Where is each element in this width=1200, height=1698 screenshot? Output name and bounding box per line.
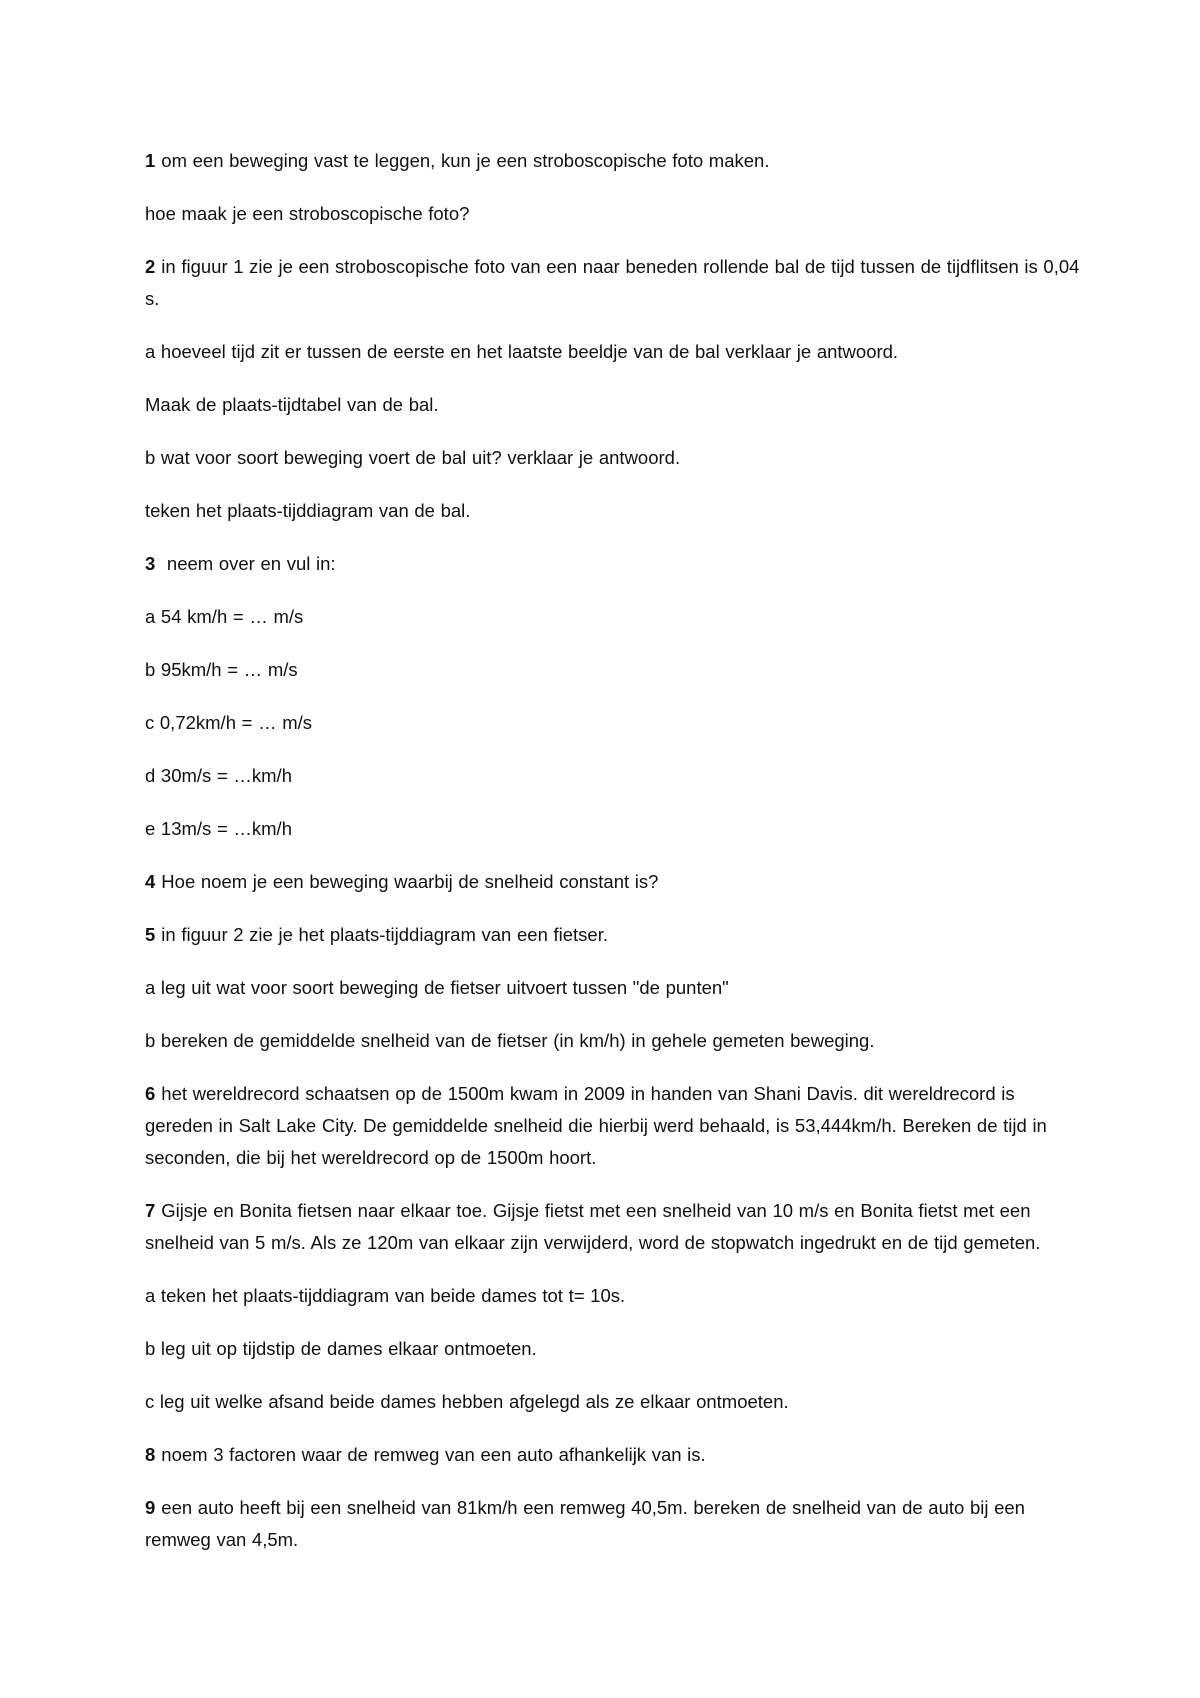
question-number: 7 — [145, 1200, 156, 1221]
question-number: 4 — [145, 871, 156, 892]
question-text: teken het plaats-tijddiagram van de bal. — [145, 500, 471, 521]
question-4 — [145, 866, 1080, 898]
question-number: 9 — [145, 1497, 156, 1518]
question-3d — [145, 760, 1080, 792]
question-7c — [145, 1386, 1080, 1418]
question-text: Hoe noem je een beweging waarbij de snelheid constant is? — [161, 871, 659, 892]
question-5 — [145, 919, 1080, 951]
question-text: noem 3 factoren waar de remweg van een auto afhankelijk van is. — [161, 1444, 706, 1465]
question-3e — [145, 813, 1080, 845]
question-2a — [145, 336, 1080, 368]
question-number: 3 — [145, 553, 156, 574]
question-text: b bereken de gemiddelde snelheid van de fietser (in km/h) in gehele gemeten beweging. — [145, 1030, 875, 1051]
question-text: neem over en vul in: — [161, 553, 336, 574]
question-text: a teken het plaats-tijddiagram van beide dames tot t= 10s. — [145, 1285, 626, 1306]
question-text: b 95km/h = … m/s — [145, 659, 298, 680]
question-text: Maak de plaats-tijdtabel van de bal. — [145, 394, 439, 415]
question-text: e 13m/s = …km/h — [145, 818, 292, 839]
question-text: hoe maak je een stroboscopische foto? — [145, 203, 470, 224]
question-2b-diagram — [145, 495, 1080, 527]
question-7a — [145, 1280, 1080, 1312]
question-text: in figuur 2 zie je het plaats-tijddiagram van een fietser. — [161, 924, 608, 945]
question-9 — [145, 1492, 1080, 1556]
question-1-sub — [145, 198, 1080, 230]
document-body — [145, 145, 1080, 1577]
question-text: c leg uit welke afsand beide dames hebben afgelegd als ze elkaar ontmoeten. — [145, 1391, 789, 1412]
question-2a-table — [145, 389, 1080, 421]
question-text: in figuur 1 zie je een stroboscopische foto van een naar beneden rollende bal de tijd tussen de tijdflitsen is 0,04 s. — [145, 256, 1080, 309]
question-8 — [145, 1439, 1080, 1471]
question-text: het wereldrecord schaatsen op de 1500m kwam in 2009 in handen van Shani Davis. dit wereldrecord is gereden in Salt Lake City. De gemiddelde snelheid die hierbij werd behaald, is 53,444km/h. Bereken de tijd in seconden, die bij het wereldrecord op de 1500m hoort. — [145, 1083, 1047, 1168]
question-7b — [145, 1333, 1080, 1365]
question-text: een auto heeft bij een snelheid van 81km/h een remweg 40,5m. bereken de snelheid van de auto bij een remweg van 4,5m. — [145, 1497, 1025, 1550]
question-3c — [145, 707, 1080, 739]
question-2 — [145, 251, 1080, 315]
question-number: 8 — [145, 1444, 156, 1465]
question-text: Gijsje en Bonita fietsen naar elkaar toe. Gijsje fietst met een snelheid van 10 m/s en Bonita fietst met een snelheid van 5 m/s. Als ze 120m van elkaar zijn verwijderd, word de stopwatch ingedrukt en de tijd gemeten. — [145, 1200, 1041, 1253]
question-number: 1 — [145, 150, 156, 171]
question-text: a leg uit wat voor soort beweging de fietser uitvoert tussen "de punten" — [145, 977, 729, 998]
question-text: d 30m/s = …km/h — [145, 765, 292, 786]
question-text: b wat voor soort beweging voert de bal uit? verklaar je antwoord. — [145, 447, 681, 468]
question-number: 2 — [145, 256, 156, 277]
question-3b — [145, 654, 1080, 686]
question-6 — [145, 1078, 1080, 1174]
question-3a — [145, 601, 1080, 633]
question-5b — [145, 1025, 1080, 1057]
question-number: 5 — [145, 924, 156, 945]
question-number: 6 — [145, 1083, 156, 1104]
question-text: c 0,72km/h = … m/s — [145, 712, 313, 733]
question-7 — [145, 1195, 1080, 1259]
question-5a — [145, 972, 1080, 1004]
question-text: b leg uit op tijdstip de dames elkaar ontmoeten. — [145, 1338, 537, 1359]
question-1 — [145, 145, 1080, 177]
question-text: a 54 km/h = … m/s — [145, 606, 304, 627]
question-text: om een beweging vast te leggen, kun je een stroboscopische foto maken. — [161, 150, 770, 171]
question-3 — [145, 548, 1080, 580]
question-text: a hoeveel tijd zit er tussen de eerste en het laatste beeldje van de bal verklaar je antwoord. — [145, 341, 899, 362]
question-2b — [145, 442, 1080, 474]
